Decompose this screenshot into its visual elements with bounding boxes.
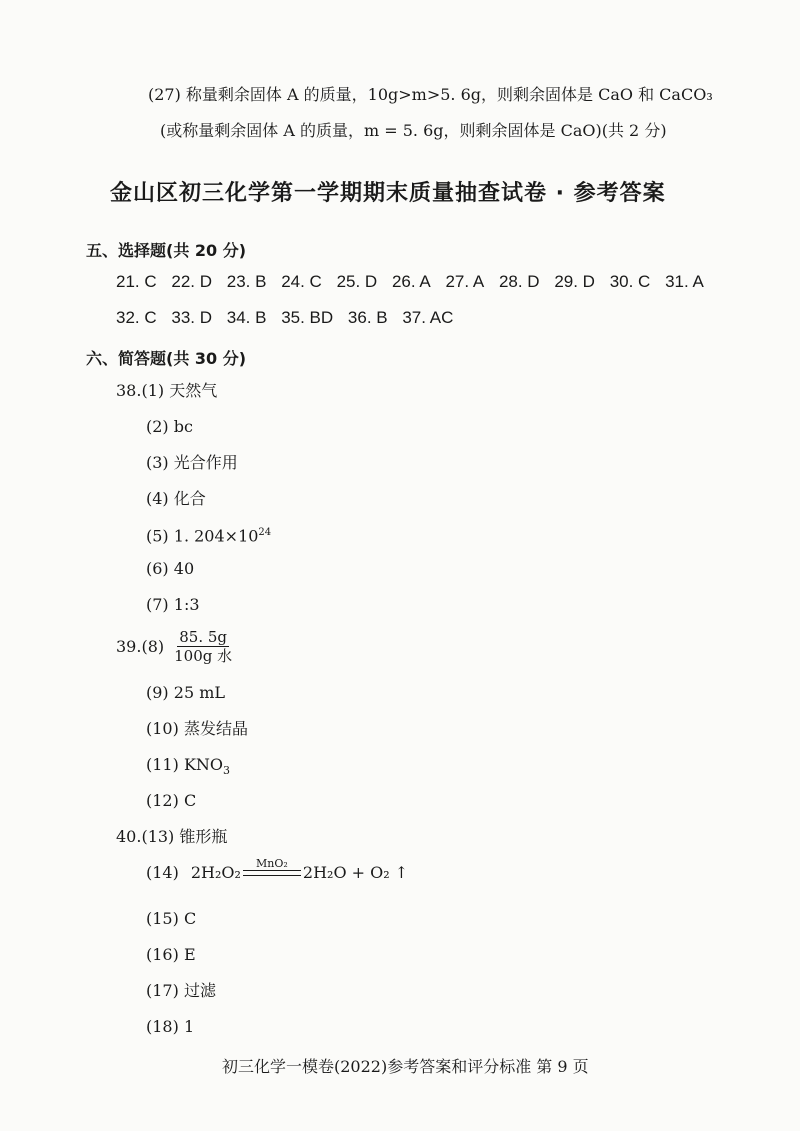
- answer-27-line: (27) 称量剩余固体 A 的质量，10g>m>5. 6g，则剩余固体是 CaO 和 CaCO₃: [148, 85, 713, 104]
- item-index: (12): [146, 791, 179, 810]
- item-answer: 40: [173, 559, 195, 578]
- answer-item: [146, 908, 196, 930]
- page-footer: 初三化学一模卷(2022)参考答案和评分标准 第 9 页: [222, 1057, 589, 1076]
- answer-item: [146, 754, 230, 782]
- catalyst-condition: [243, 858, 301, 888]
- chemical-equation: [191, 858, 408, 888]
- question-number: 40.: [116, 827, 142, 846]
- answer-item: [146, 558, 194, 580]
- equation-products: 2H₂O + O₂ ↑: [302, 863, 409, 882]
- item-index: (1): [141, 381, 165, 400]
- item-index: (11): [146, 755, 179, 774]
- choice-answer: 33. D: [171, 308, 213, 327]
- section-heading-short-answer: 六、简答题(共 30 分): [86, 349, 247, 368]
- fraction-numerator: 85. 5g: [179, 628, 228, 646]
- item-answer: 化合: [173, 489, 206, 508]
- choice-answers-row-1: [116, 272, 704, 292]
- item-answer: E: [183, 945, 196, 964]
- item-index: (10): [146, 719, 179, 738]
- choice-answer: 26. A: [391, 272, 431, 291]
- answer-item: [146, 682, 225, 704]
- catalyst-label: MnO₂: [256, 857, 288, 870]
- item-index: (15): [146, 909, 179, 928]
- choice-answer: 29. D: [554, 272, 595, 291]
- item-answer: C: [183, 791, 197, 810]
- item-index: (18): [146, 1017, 179, 1036]
- choice-answer: 28. D: [498, 272, 540, 291]
- item-answer: 天然气: [169, 381, 218, 400]
- choice-answer: 24. C: [281, 272, 322, 291]
- answer-27-alt-line: (或称量剩余固体 A 的质量，m = 5. 6g，则剩余固体是 CaO)(共 2 分): [160, 121, 667, 140]
- choice-answer: 32. C: [116, 308, 157, 327]
- answer-item: [146, 718, 248, 740]
- item-index: (3): [146, 453, 169, 472]
- item-answer: 过滤: [183, 981, 216, 1000]
- question-number: 39.: [116, 636, 142, 656]
- item-index: (14): [146, 863, 179, 882]
- item-index: (6): [146, 559, 169, 578]
- answer-item: [146, 1016, 194, 1038]
- answer-item: [146, 594, 200, 616]
- fraction-denominator: 100g 水: [174, 647, 233, 665]
- item-index: (17): [146, 981, 179, 1000]
- question-39: [116, 628, 234, 665]
- question-38: [116, 380, 217, 402]
- item-index: (2): [146, 417, 169, 436]
- item-answer: KNO: [183, 755, 224, 774]
- item-index: (4): [146, 489, 169, 508]
- equals-sign: [243, 870, 301, 876]
- choice-answer: 37. AC: [402, 308, 454, 327]
- item-answer: 蒸发结晶: [183, 719, 248, 738]
- question-number: 38.: [116, 381, 142, 400]
- choice-answer: 31. A: [665, 272, 704, 291]
- equation-reactant: 2H₂O₂: [190, 863, 241, 882]
- answer-item: [146, 944, 196, 966]
- item-index: (7): [146, 595, 169, 614]
- answer-item: [146, 488, 206, 510]
- item-answer: 1:3: [173, 595, 200, 614]
- choice-answer: 25. D: [336, 272, 378, 291]
- solubility-fraction: [172, 628, 234, 665]
- item-index: (5): [146, 526, 169, 546]
- answer-item: [146, 452, 238, 474]
- choice-answer: 35. BD: [281, 308, 334, 327]
- item-answer: 25 mL: [173, 683, 226, 702]
- answer-item: [146, 980, 216, 1002]
- item-answer: 1: [183, 1017, 195, 1036]
- item-answer: 锥形瓶: [179, 827, 228, 846]
- answer-item: [146, 790, 196, 812]
- choice-answer: 21. C: [116, 272, 157, 291]
- item-index: (9): [146, 683, 169, 702]
- choice-answer: 34. B: [226, 308, 267, 327]
- item-answer: bc: [173, 417, 193, 436]
- choice-answers-row-2: [116, 308, 463, 328]
- answer-item: [146, 522, 271, 547]
- section-heading-multiple-choice: 五、选择题(共 20 分): [86, 241, 247, 260]
- choice-answer: 22. D: [171, 272, 213, 291]
- item-index: (16): [146, 945, 179, 964]
- choice-answer: 30. C: [609, 272, 651, 291]
- item-index: (8): [141, 636, 165, 656]
- page-title: 金山区初三化学第一学期期末质量抽查试卷 · 参考答案: [110, 181, 666, 206]
- answer-item-equation: [146, 858, 408, 888]
- question-40: [116, 826, 227, 848]
- item-index: (13): [141, 827, 175, 846]
- exponent: 24: [258, 527, 272, 538]
- choice-answer: 23. B: [226, 272, 267, 291]
- item-answer: 光合作用: [173, 453, 238, 472]
- answer-item: [146, 416, 193, 438]
- choice-answer: 27. A: [445, 272, 485, 291]
- choice-answer: 36. B: [347, 308, 388, 327]
- subscript: 3: [223, 764, 231, 778]
- item-answer: C: [183, 909, 197, 928]
- item-answer: 1. 204×10: [173, 526, 259, 546]
